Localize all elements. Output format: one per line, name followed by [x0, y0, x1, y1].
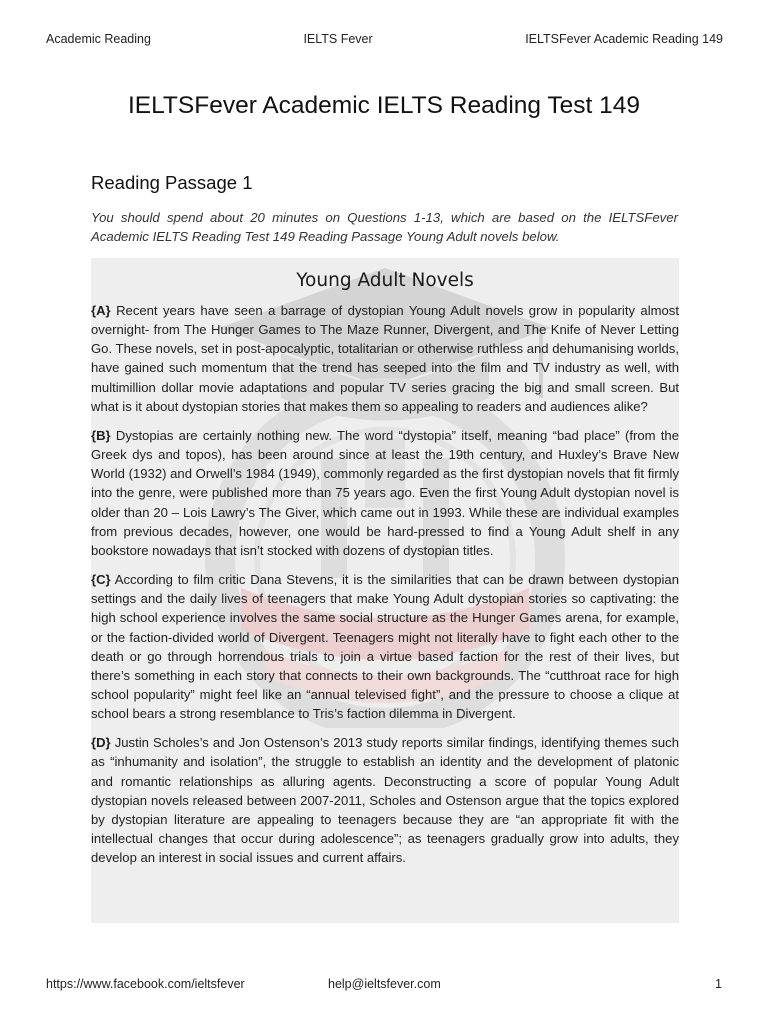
paragraph-b: [91, 426, 679, 560]
paragraph-label: {B}: [91, 427, 111, 443]
paragraph-text: Justin Scholes’s and Jon Ostenson’s 2013 study reports similar findings, identifying themes such as “inhumanity and isolation”, the struggle to establish an identity and the development of platonic and romantic relationships as alluring agents. Deconstructing a score of popular Young Adult dystopian novels released between 2007-2011, Scholes and Ostenson argue that the topics explored by dystopian literature are appealing to teenagers because they are “an appropriate fit with the intellectual changes that occur during adolescence”; as teenagers gradually grow into adults, they develop an interest in social issues and current affairs.: [91, 735, 679, 866]
passage-panel: [91, 258, 679, 923]
paragraph-c: [91, 570, 679, 723]
paragraph-a: [91, 301, 679, 416]
footer-url-link[interactable]: https://www.facebook.com/ieltsfever: [46, 977, 245, 991]
passage-content: [91, 258, 679, 867]
header-left: Academic Reading: [46, 32, 151, 46]
instructions: You should spend about 20 minutes on Questions 1-13, which are based on the IELTSFever Academic IELTS Reading Test 149 Reading Passage Young Adult novels below.: [91, 210, 678, 244]
section-heading: Reading Passage 1: [91, 172, 253, 193]
passage-title: Young Adult Novels: [296, 270, 474, 291]
paragraph-label: {D}: [91, 735, 111, 751]
paragraph-text: According to film critic Dana Stevens, it is the similarities that can be drawn between dystopian settings and the daily lives of teenagers that make Young Adult dystopian stories so captivating: the high school experience involves the same social structure as the Hunger Games arena, for example, or the faction-divided world of Divergent. Teenagers might not literally have to fight each other to the death or go through horrendous trials to join a virtue based faction for the rest of their lives, but there’s something in each story that connects to their own backgrounds. The “cutthroat race for high school popularity” might feel like an “annual televised fight”, and the pressure to choose a clique at school bears a strong resemblance to Tris’s faction dilemma in Divergent.: [91, 572, 679, 722]
paragraph-text: Dystopias are certainly nothing new. The word “dystopia” itself, meaning “bad place” (from the Greek dys and topos), has been around since at least the 19th century, and Huxley’s Brave New World (1932) and Orwell’s 1984 (1949), commonly regarded as the first dystopian novels that fit firmly into the genre, were published more than 75 years ago. Even the first Young Adult dystopian novel is older than 20 – Lois Lawry’s The Giver, which came out in 1993. While these are individual examples from previous decades, however, one would be hard-pressed to find a Young Adult shelf in any bookstore nowadays that isn’t stocked with dozens of dystopian titles.: [91, 427, 679, 558]
paragraph-label: {A}: [91, 303, 111, 318]
footer-email-link[interactable]: help@ieltsfever.com: [328, 977, 441, 991]
running-header: [46, 32, 723, 46]
paragraph-d: [91, 733, 679, 867]
paragraph-text: Recent years have seen a barrage of dystopian Young Adult novels grow in popularity almost overnight- from The Hunger Games to The Maze Runner, Divergent, and The Knife of Never Letting Go. These novels, set in post-apocalyptic, totalitarian or otherwise ruthless and dehumanising worlds, have gained such momentum that the trend has seeped into the film and TV industry as well, with multimillion dollar movie adaptations and popular TV series gracing the big and small screen. But what is it about dystopian stories that makes them so appealing to readers and audiences alike?: [91, 303, 679, 414]
header-right: IELTSFever Academic Reading 149: [525, 32, 723, 46]
paragraph-label: {C}: [91, 572, 111, 588]
document-title: IELTSFever Academic IELTS Reading Test 149: [127, 92, 641, 119]
page-number: 1: [715, 977, 722, 991]
header-center: IELTS Fever: [303, 32, 373, 46]
